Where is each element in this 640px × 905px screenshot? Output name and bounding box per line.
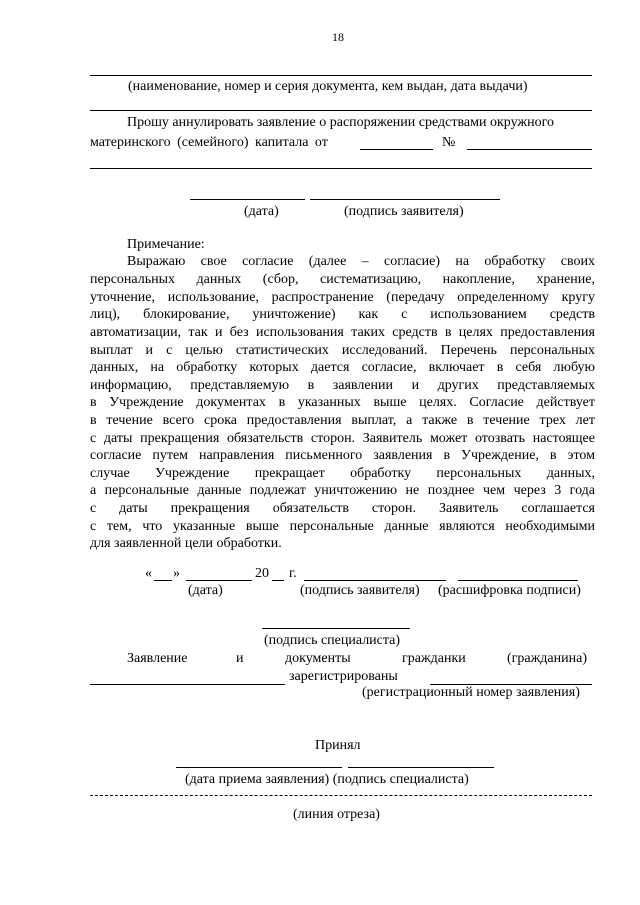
- document-details-line-2: [90, 110, 592, 111]
- date-day-field[interactable]: [154, 580, 172, 581]
- request-date-field[interactable]: [360, 149, 433, 150]
- registration-word-4: гражданки: [402, 651, 466, 666]
- signature-decode-caption: (расшифровка подписи): [438, 583, 581, 598]
- applicant-signature-field[interactable]: [304, 580, 446, 581]
- note-line: а персональные данные подлежат уничтожению не позднее чем через 3 года: [90, 483, 595, 498]
- sign-signature-field[interactable]: [310, 199, 500, 200]
- date-caption: (дата): [188, 583, 223, 598]
- registration-word-1: Заявление: [127, 651, 188, 666]
- request-text-line-1: Прошу аннулировать заявление о распоряжении средствами окружного: [127, 115, 554, 130]
- specialist-signature-field[interactable]: [262, 628, 410, 629]
- note-line: лиц), блокирование, уничтожение) как с использованием средств: [90, 307, 595, 322]
- date-year-field[interactable]: [272, 580, 284, 581]
- acceptance-caption: (дата приема заявления) (подпись специалиста): [185, 772, 469, 787]
- date-month-field[interactable]: [186, 580, 252, 581]
- note-line: случае Учреждение прекращает обработку персональных данных,: [90, 466, 595, 481]
- request-extra-line[interactable]: [90, 168, 592, 169]
- date-year-prefix: 20: [255, 566, 269, 581]
- request-number-field[interactable]: [467, 149, 592, 150]
- acceptance-signature-field[interactable]: [348, 767, 494, 768]
- note-line: согласие путем направления письменного заявления в Учреждение, в этом: [90, 448, 595, 463]
- sign-signature-caption: (подпись заявителя): [344, 204, 464, 219]
- note-line: с даты прекращения обязательств сторон. Заявитель соглашается: [90, 501, 595, 516]
- date-year-suffix: г.: [289, 566, 297, 581]
- document-details-line: [90, 75, 592, 76]
- note-title: Примечание:: [127, 237, 205, 252]
- page-number: 18: [332, 30, 344, 44]
- note-line: выплат и с целью статистических исследований. Перечень персональных: [90, 343, 595, 358]
- note-line: персональных данных (сбор, систематизацию, накопление, хранение,: [90, 272, 595, 287]
- document-details-caption: (наименование, номер и серия документа, кем выдан, дата выдачи): [128, 79, 528, 94]
- note-line: уточнение, использование, распространение (передачу определенному кругу: [90, 290, 595, 305]
- registration-word-2: и: [236, 651, 244, 666]
- note-line: в Учреждение документах в указанных выше целях. Согласие действует: [90, 395, 595, 410]
- note-line: для заявленной цели обработки.: [90, 536, 282, 551]
- registration-number-caption: (регистрационный номер заявления): [362, 685, 580, 700]
- cut-line: [90, 795, 592, 796]
- note-line: автоматизации, так и без использования таких средств в целях предоставления: [90, 325, 595, 340]
- note-line: информацию, представляемую в заявлении и других представляемых: [90, 378, 595, 393]
- date-quote-open: «: [145, 566, 152, 581]
- note-line: с тем, что указанные выше персональные данные являются необходимыми: [90, 519, 595, 534]
- sign-date-caption: (дата): [244, 204, 279, 219]
- sign-date-field[interactable]: [190, 199, 305, 200]
- accepted-label: Принял: [315, 738, 361, 753]
- note-line: данных, на обработку которых дается согласие, включает в себя любую: [90, 360, 595, 375]
- acceptance-date-field[interactable]: [176, 767, 342, 768]
- citizen-name-field[interactable]: [90, 684, 285, 685]
- date-quote-close: »: [173, 566, 180, 581]
- cut-line-caption: (линия отреза): [293, 807, 380, 822]
- registration-word-5: (гражданина): [507, 651, 587, 666]
- note-line: Выражаю свое согласие (далее – согласие) на обработку своих: [127, 254, 595, 269]
- registration-word-3: документы: [285, 651, 351, 666]
- registered-label: зарегистрированы: [289, 669, 398, 684]
- signature-decode-field[interactable]: [458, 580, 578, 581]
- note-line: с даты прекращения обязательств сторон. Заявитель может отозвать настоящее: [90, 431, 595, 446]
- note-line: в течение всего срока предоставления выплат, а также в течение трех лет: [90, 413, 595, 428]
- request-number-sign: №: [442, 135, 456, 150]
- specialist-signature-caption: (подпись специалиста): [264, 633, 401, 648]
- applicant-signature-caption: (подпись заявителя): [300, 583, 420, 598]
- request-text-line-2: материнского (семейного) капитала от: [90, 135, 328, 150]
